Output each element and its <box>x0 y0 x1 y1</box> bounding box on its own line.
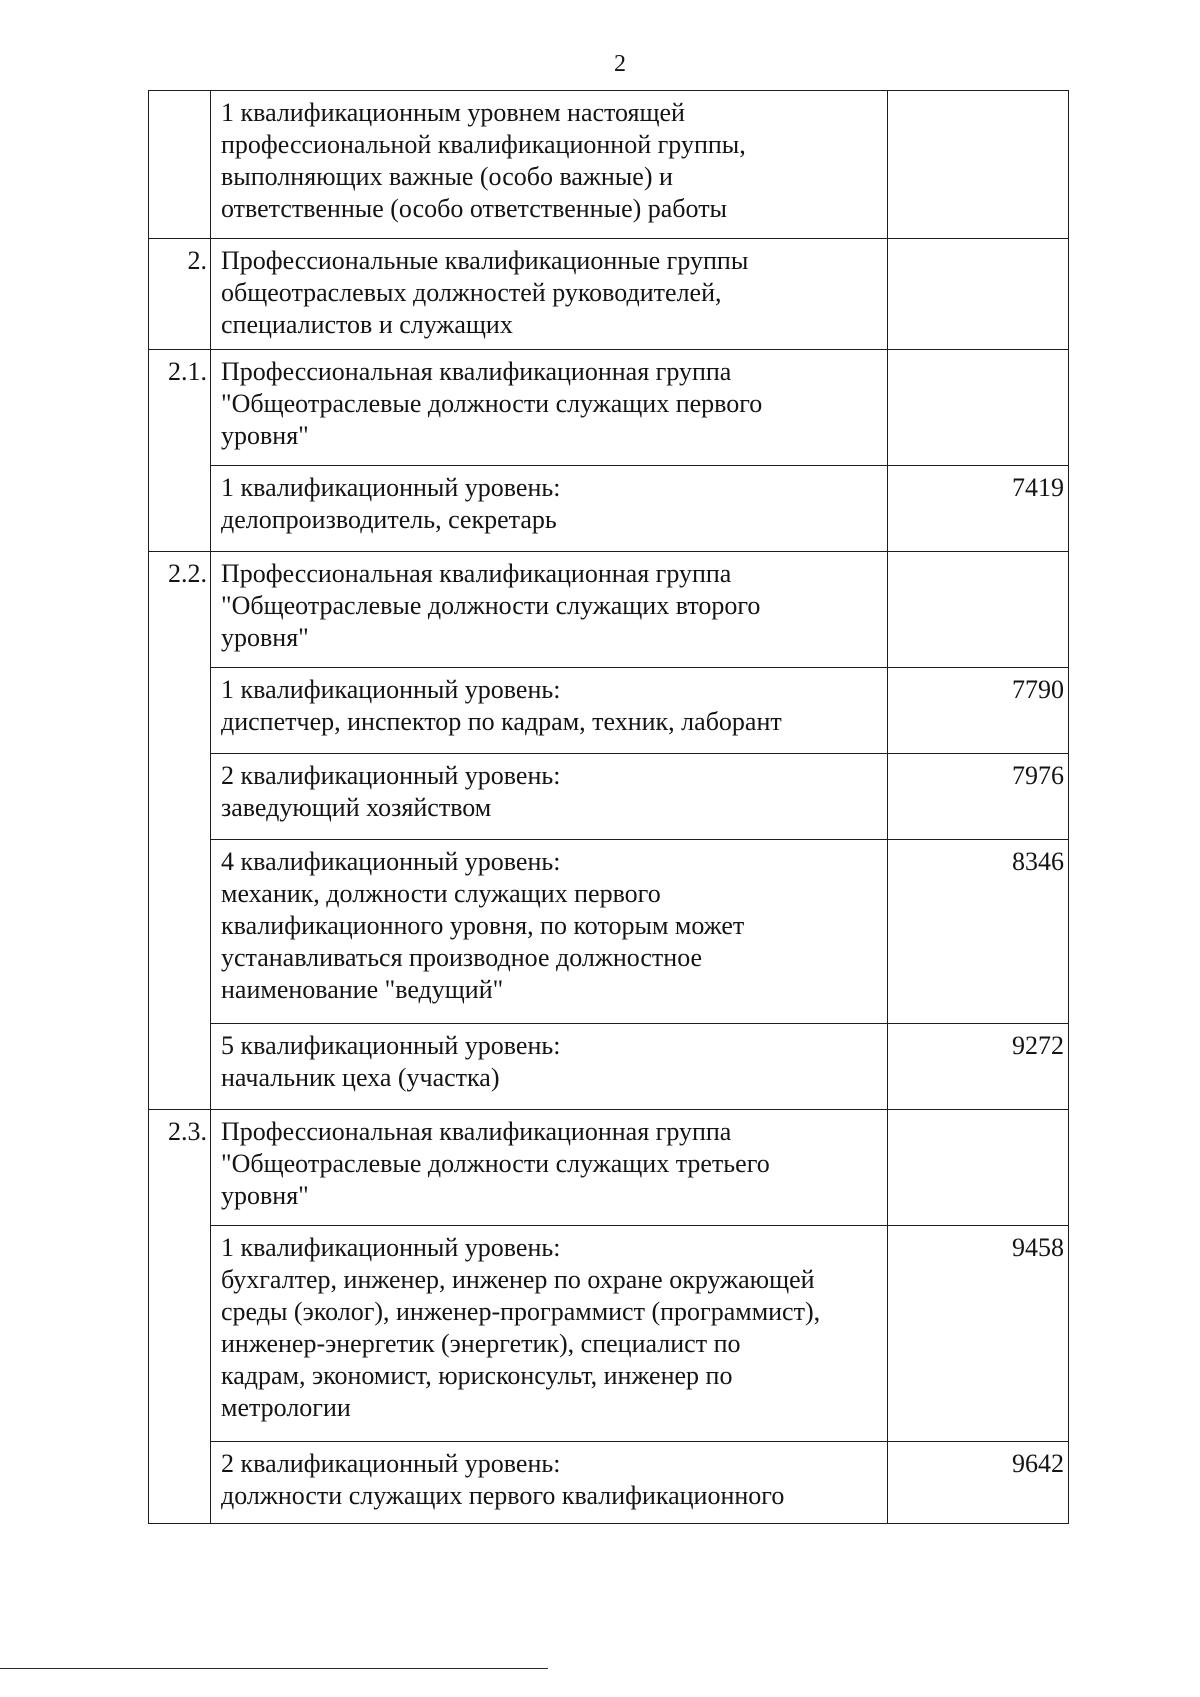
row-value <box>888 239 1069 350</box>
table-row <box>149 1442 1069 1524</box>
description-line: бухгалтер, инженер, инженер по охране окружающей <box>221 1265 815 1294</box>
description-line: 1 квалификационным уровнем настоящей <box>221 98 685 127</box>
description-line: Профессиональная квалификационная группа <box>221 357 732 386</box>
description-line: общеотраслевых должностей руководителей, <box>221 278 722 307</box>
row-value: 9272 <box>888 1024 1069 1110</box>
description-line: начальник цеха (участка) <box>221 1063 500 1092</box>
table-row <box>149 350 1069 466</box>
description-line: делопроизводитель, секретарь <box>221 505 557 534</box>
row-description <box>211 1226 888 1442</box>
description-line: инженер-энергетик (энергетик), специалист по <box>221 1329 741 1358</box>
description-line: среды (эколог), инженер-программист (программист), <box>221 1297 821 1326</box>
description-line: квалификационного уровня, по которым может <box>221 911 745 940</box>
row-description <box>211 1442 888 1524</box>
description-line: 1 квалификационный уровень: <box>221 473 561 502</box>
row-value: 9642 <box>888 1442 1069 1524</box>
description-line: 5 квалификационный уровень: <box>221 1031 561 1060</box>
salary-table <box>148 90 1069 1524</box>
row-value: 7790 <box>888 668 1069 754</box>
description-line: 1 квалификационный уровень: <box>221 1233 561 1262</box>
table-row <box>149 91 1069 239</box>
table-row <box>149 552 1069 668</box>
description-line: "Общеотраслевые должности служащих третьего <box>221 1149 770 1178</box>
description-line: должности служащих первого квалификационного <box>221 1481 785 1510</box>
description-line: специалистов и служащих <box>221 310 513 339</box>
row-number <box>149 91 211 239</box>
row-value <box>888 350 1069 466</box>
description-line: Профессиональная квалификационная группа <box>221 559 732 588</box>
row-value <box>888 1110 1069 1226</box>
row-description <box>211 552 888 668</box>
row-value: 7419 <box>888 466 1069 552</box>
table-row <box>149 1110 1069 1226</box>
row-value: 8346 <box>888 840 1069 1024</box>
description-line: 2 квалификационный уровень: <box>221 1449 561 1478</box>
row-number: 2.2. <box>149 552 211 1110</box>
row-description <box>211 239 888 350</box>
row-description <box>211 466 888 552</box>
description-line: 4 квалификационный уровень: <box>221 847 561 876</box>
description-line: 2 квалификационный уровень: <box>221 761 561 790</box>
table-row <box>149 840 1069 1024</box>
description-line: заведующий хозяйством <box>221 793 492 822</box>
table-row <box>149 1226 1069 1442</box>
description-line: "Общеотраслевые должности служащих второго <box>221 591 761 620</box>
description-line: "Общеотраслевые должности служащих первого <box>221 389 763 418</box>
row-description <box>211 668 888 754</box>
row-number: 2. <box>149 239 211 350</box>
description-line: Профессиональные квалификационные группы <box>221 246 749 275</box>
description-line: Профессиональная квалификационная группа <box>221 1117 732 1146</box>
table-row <box>149 1024 1069 1110</box>
row-description <box>211 350 888 466</box>
description-line: уровня" <box>221 421 309 450</box>
row-value <box>888 91 1069 239</box>
description-line: диспетчер, инспектор по кадрам, техник, лаборант <box>221 707 782 736</box>
row-value <box>888 552 1069 668</box>
description-line: уровня" <box>221 623 309 652</box>
description-line: наименование "ведущий" <box>221 975 504 1004</box>
row-number: 2.3. <box>149 1110 211 1524</box>
table-row <box>149 668 1069 754</box>
table-row <box>149 239 1069 350</box>
description-line: метрологии <box>221 1393 351 1422</box>
row-description <box>211 91 888 239</box>
description-line: выполняющих важные (особо важные) и <box>221 162 673 191</box>
description-line: уровня" <box>221 1181 309 1210</box>
description-line: кадрам, экономист, юрисконсульт, инженер по <box>221 1361 733 1390</box>
page-number: 2 <box>614 51 626 77</box>
row-description <box>211 1024 888 1110</box>
footer-rule <box>0 1668 548 1669</box>
description-line: 1 квалификационный уровень: <box>221 675 561 704</box>
table-body <box>149 91 1069 1524</box>
row-description <box>211 754 888 840</box>
table-row <box>149 466 1069 552</box>
table-row <box>149 754 1069 840</box>
description-line: механик, должности служащих первого <box>221 879 661 908</box>
description-line: устанавливаться производное должностное <box>221 943 703 972</box>
row-value: 7976 <box>888 754 1069 840</box>
row-description <box>211 1110 888 1226</box>
row-description <box>211 840 888 1024</box>
row-number: 2.1. <box>149 350 211 552</box>
row-value: 9458 <box>888 1226 1069 1442</box>
description-line: ответственные (особо ответственные) работы <box>221 194 728 223</box>
description-line: профессиональной квалификационной группы, <box>221 130 746 159</box>
